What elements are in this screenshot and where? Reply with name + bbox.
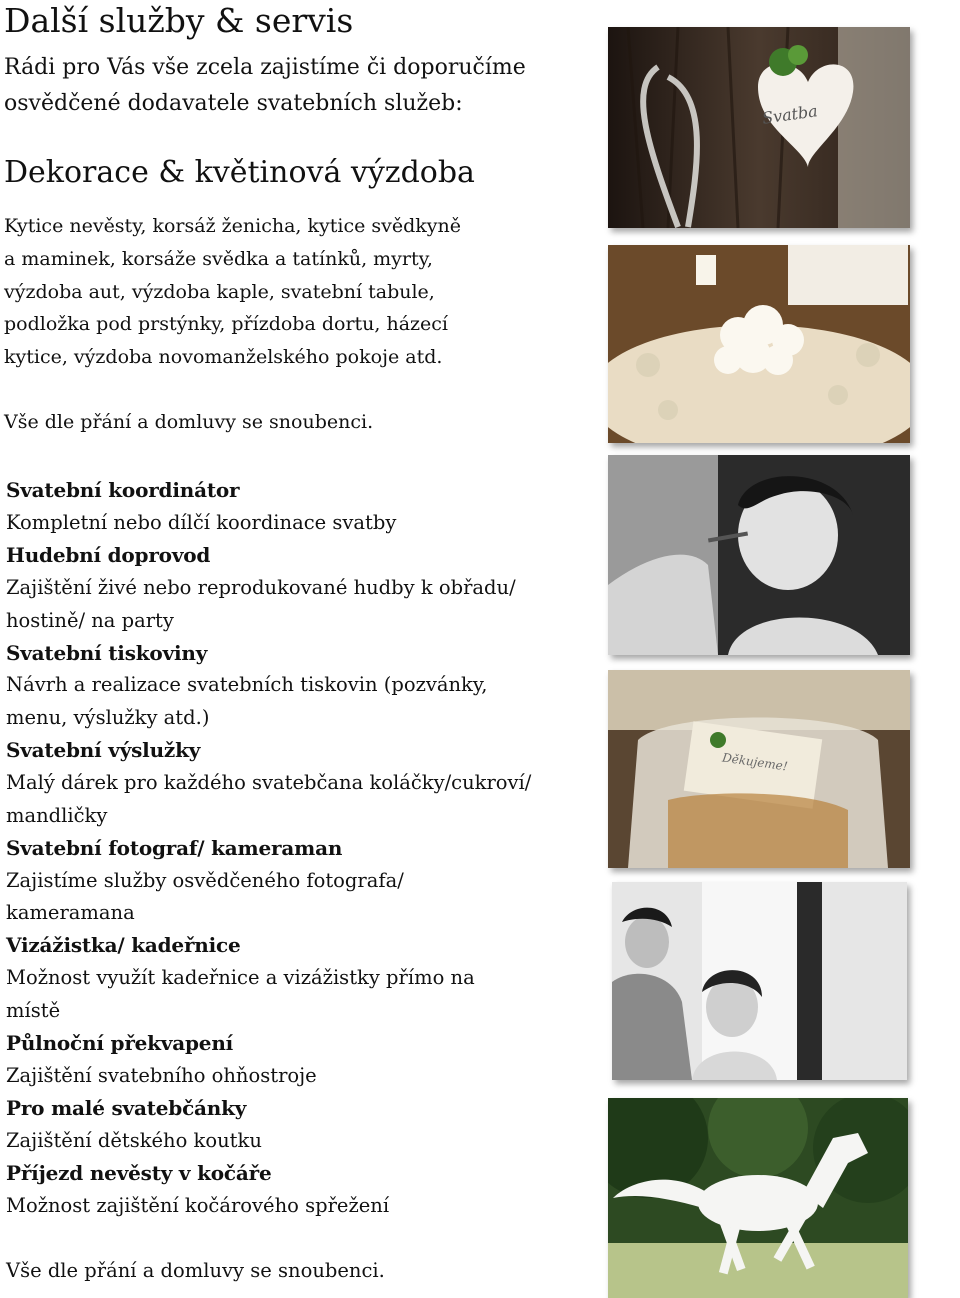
service-title: Svatební koordinátor xyxy=(6,478,240,502)
service-title: Svatební fotograf/ kameraman xyxy=(6,836,343,860)
decor-note: Vše dle přání a domluvy se snoubenci. xyxy=(4,411,374,433)
heart-sign-text: Svatba xyxy=(760,101,819,128)
intro-line-1: Rádi pro Vás vše zcela zajistíme či doporučíme xyxy=(4,55,526,80)
service-title: Příjezd nevěsty v kočáře xyxy=(6,1161,272,1185)
service-title: Půlnoční překvapení xyxy=(6,1031,234,1055)
photo-hairdresser xyxy=(612,882,907,1080)
photo-table-flowers xyxy=(608,245,910,443)
decor-title: Dekorace & květinová výzdoba xyxy=(4,155,475,190)
service-desc: mandličky xyxy=(6,804,108,827)
service-title: Vizážistka/ kadeřnice xyxy=(6,933,241,957)
service-desc: Zajištění dětského koutku xyxy=(6,1129,262,1152)
service-desc: hostině/ na party xyxy=(6,609,174,632)
service-desc: Zajistíme služby osvědčeného fotografa/ xyxy=(6,869,404,892)
service-desc: Kompletní nebo dílčí koordinace svatby xyxy=(6,511,397,534)
service-desc: Návrh a realizace svatebních tiskovin (pozvánky, xyxy=(6,673,488,696)
decor-line-1: Kytice nevěsty, korsáž ženicha, kytice svědkyně xyxy=(4,215,462,237)
service-desc: Malý dárek pro každého svatebčana koláčky/cukroví/ xyxy=(6,771,532,794)
service-title: Pro malé svatebčánky xyxy=(6,1096,247,1120)
decor-line-3: výzdoba aut, výzdoba kaple, svatební tabule, xyxy=(4,281,435,303)
service-desc: kameramana xyxy=(6,901,135,924)
service-desc: Zajištění živé nebo reprodukované hudby k obřadu/ xyxy=(6,576,516,599)
service-desc: Možnost zajištění kočárového spřežení xyxy=(6,1194,390,1217)
service-title: Svatební tiskoviny xyxy=(6,641,208,665)
favor-card-text: Děkujeme! xyxy=(721,750,789,774)
service-title: Hudební doprovod xyxy=(6,543,211,567)
service-title: Svatební výslužky xyxy=(6,738,201,762)
decor-line-2: a maminek, korsáže svědka a tatínků, myrty, xyxy=(4,248,433,270)
intro-line-2: osvědčené dodavatele svatebních služeb: xyxy=(4,91,463,116)
decor-line-4: podložka pod prstýnky, přízdoba dortu, házecí xyxy=(4,313,449,335)
decor-line-5: kytice, výzdoba novomanželského pokoje atd. xyxy=(4,346,443,368)
service-desc: menu, výslužky atd.) xyxy=(6,706,210,729)
closing-note: Vše dle přání a domluvy se snoubenci. xyxy=(6,1259,385,1282)
photo-bride-makeup xyxy=(608,455,910,655)
service-desc: Možnost využít kadeřnice a vizážistky přímo na xyxy=(6,966,475,989)
photo-heart-sign xyxy=(608,27,910,228)
service-desc: místě xyxy=(6,999,61,1022)
photo-white-horse xyxy=(608,1098,908,1298)
service-desc: Zajištění svatebního ohňostroje xyxy=(6,1064,317,1087)
page-title: Další služby & servis xyxy=(4,1,354,40)
